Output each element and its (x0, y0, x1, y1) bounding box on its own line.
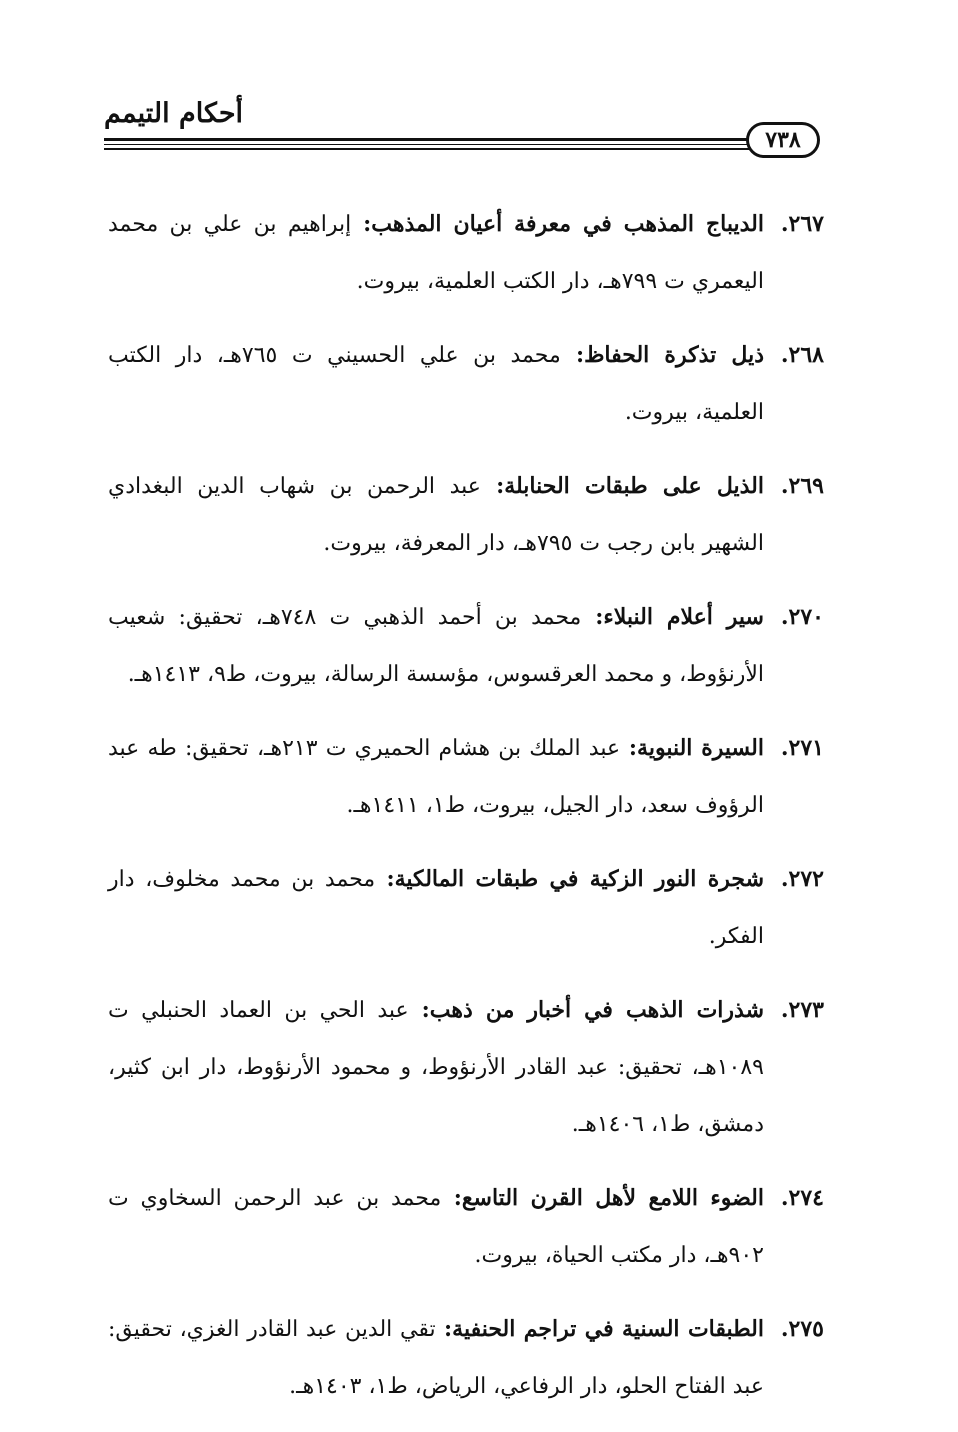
header-rule (104, 138, 752, 141)
page-header (104, 92, 824, 172)
entry-details: محمد بن علي الحسيني ت ٧٦٥هـ، دار الكتب العلمية، بيروت. (108, 343, 764, 425)
entry-title: سير أعلام النبلاء: (581, 604, 764, 630)
entry-number: ٢٧٣. (780, 997, 824, 1023)
bibliography-entry (108, 1170, 824, 1284)
bibliography-list (108, 196, 824, 1432)
book-title: أحكام التيمم (104, 98, 244, 129)
bibliography-entry (108, 589, 824, 703)
bibliography-entry (108, 327, 824, 441)
entry-number: ٢٦٨. (780, 342, 824, 368)
entry-title: ذيل تذكرة الحفاظ: (560, 342, 765, 368)
entry-details: إبراهيم بن علي بن محمد اليعمري ت ٧٩٩هـ، دار الكتب العلمية، بيروت. (108, 212, 764, 294)
entry-title: الذيل على طبقات الحنابلة: (480, 473, 764, 499)
entry-title: شذرات الذهب في أخبار من ذهب: (408, 997, 765, 1023)
entry-title: السيرة النبوية: (620, 735, 764, 761)
entry-number: ٢٧١. (780, 735, 824, 761)
entry-title: الضوء اللامع لأهل القرن التاسع: (441, 1185, 764, 1211)
entry-title: الطبقات السنية في تراجم الحنفية: (435, 1316, 764, 1342)
bibliography-entry (108, 458, 824, 572)
bibliography-entry (108, 720, 824, 834)
bibliography-entry (108, 1301, 824, 1415)
bibliography-entry (108, 196, 824, 310)
entry-number: ٢٧٢. (780, 866, 824, 892)
entry-details: محمد بن عبد الرحمن السخاوي ت ٩٠٢هـ، دار مكتب الحياة، بيروت. (108, 1186, 764, 1268)
bibliography-entry (108, 851, 824, 965)
entry-number: ٢٧٥. (780, 1316, 824, 1342)
entry-title: الديباج المذهب في معرفة أعيان المذهب: (351, 211, 764, 237)
entry-details: تقي الدين عبد القادر الغزي، تحقيق: عبد الفتاح الحلو، دار الرفاعي، الرياض، ط١، ١٤٠٣هـ. (108, 1317, 764, 1399)
entry-number: ٢٦٧. (780, 211, 824, 237)
entry-title: شجرة النور الزكية في طبقات المالكية: (375, 866, 765, 892)
entry-details: محمد بن محمد مخلوف، دار الفكر. (108, 867, 764, 949)
entry-details: عبد الملك بن هشام الحميري ت ٢١٣هـ، تحقيق: طه عبد الرؤوف سعد، دار الجيل، بيروت، ط١، ١٤١١هـ. (108, 736, 764, 818)
header-rule (104, 148, 752, 150)
page-number: ٧٣٨ (746, 122, 820, 158)
entry-number: ٢٦٩. (780, 473, 824, 499)
entry-details: عبد الحي بن العماد الحنبلي ت ١٠٨٩هـ، تحقيق: عبد القادر الأرنؤوط، و محمود الأرنؤوط، دار ابن كثير، دمشق، ط١، ١٤٠٦هـ. (108, 998, 764, 1137)
bibliography-entry (108, 982, 824, 1153)
entry-number: ٢٧٠. (780, 604, 824, 630)
entry-details: محمد بن أحمد الذهبي ت ٧٤٨هـ، تحقيق: شعيب الأرنؤوط، و محمد العرقسوس، مؤسسة الرسالة، بيروت، ط٩، ١٤١٣هـ. (108, 605, 764, 687)
entry-number: ٢٧٤. (780, 1185, 824, 1211)
entry-details: عبد الرحمن بن شهاب الدين البغدادي الشهير بابن رجب ت ٧٩٥هـ، دار المعرفة، بيروت. (108, 474, 764, 556)
header-rule (104, 144, 752, 145)
